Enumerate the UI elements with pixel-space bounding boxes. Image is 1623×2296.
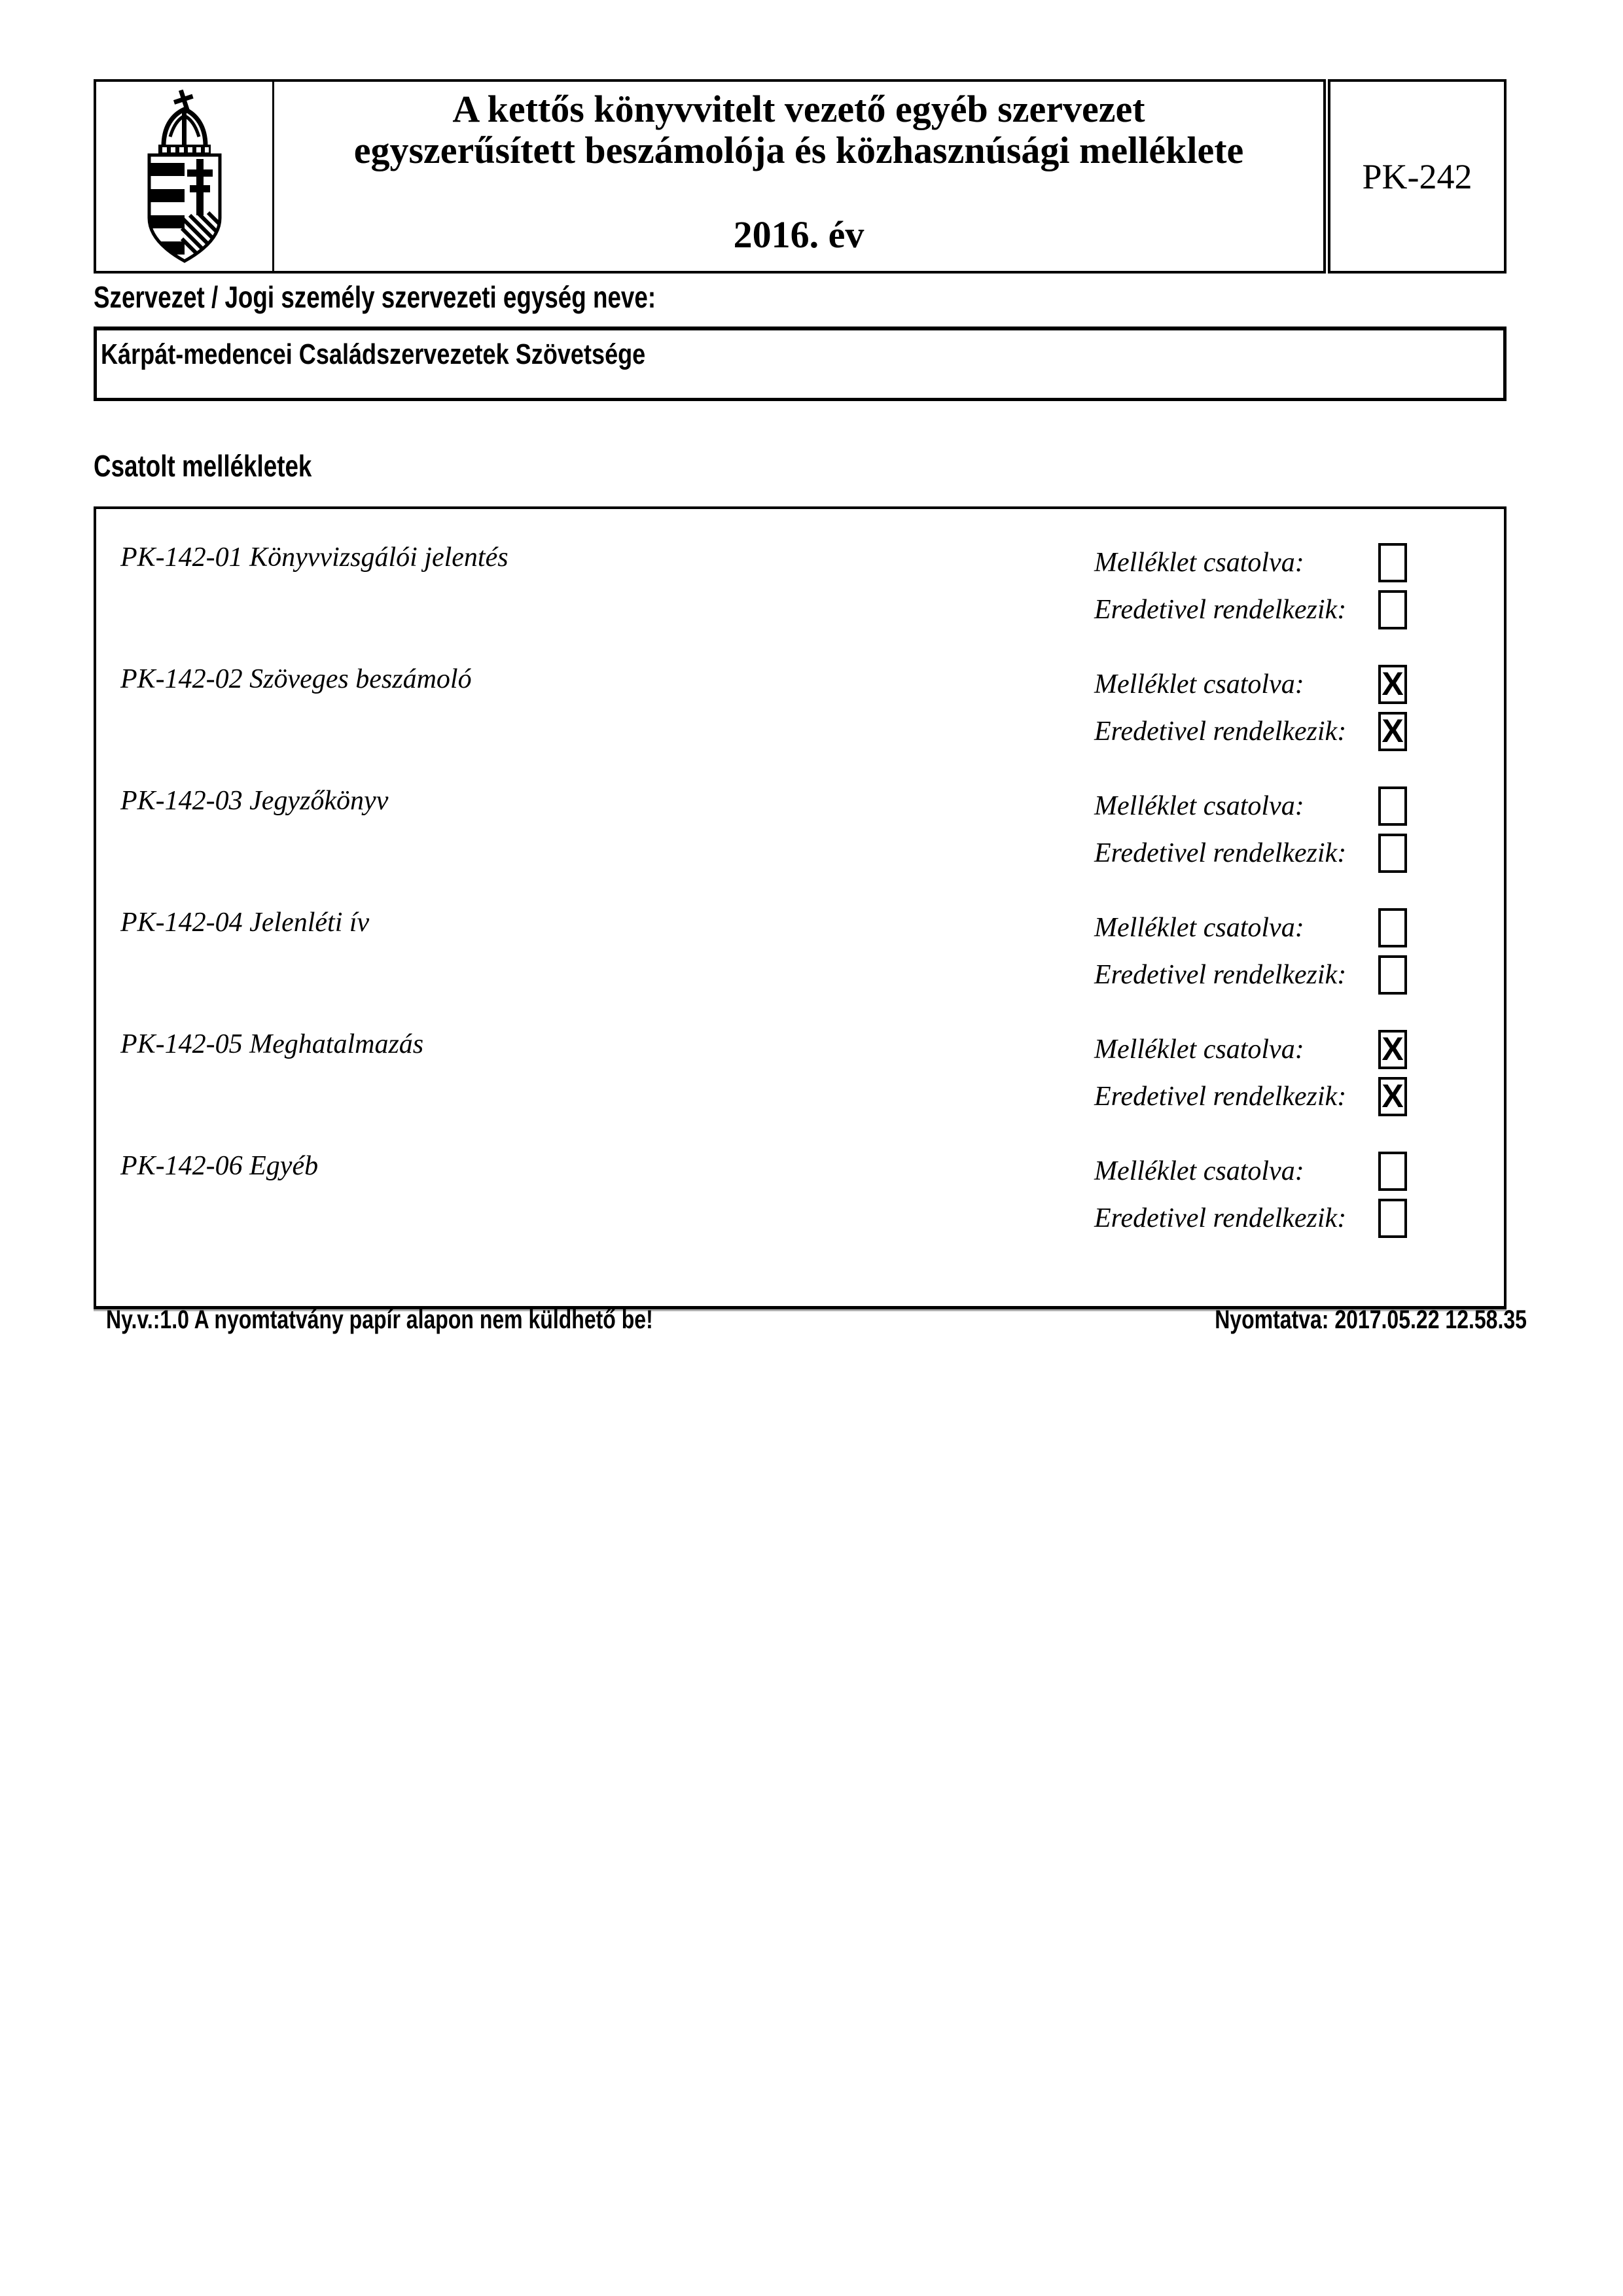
attachment-row [96,786,1504,873]
form-code-box [1328,79,1507,274]
form-title-cell [274,82,1323,271]
attachments-box [94,506,1507,1309]
original-checkbox [1378,834,1407,873]
attached-checkbox-mark: X [1382,665,1404,702]
attached-checkbox [1378,1152,1407,1191]
attachment-item-label: PK-142-03 Jegyzőkönyv [120,786,389,816]
attached-label: Melléklet csatolva: [1094,791,1304,821]
attached-checkbox-mark: X [1382,1031,1404,1067]
form-code: PK-242 [1362,156,1472,196]
attachment-row [96,908,1504,995]
attached-label: Melléklet csatolva: [1094,913,1304,943]
attachments-heading: Csatolt mellékletek [94,449,312,483]
attachment-row [96,1030,1504,1116]
original-label: Eredetivel rendelkezik: [1094,716,1347,747]
original-checkbox [1378,1199,1407,1238]
attachment-item-label: PK-142-02 Szöveges beszámoló [120,664,472,694]
attached-checkbox [1378,1030,1407,1069]
original-checkbox [1378,590,1407,629]
original-checkbox [1378,955,1407,995]
attachment-item-label: PK-142-01 Könyvvizsgálói jelentés [120,542,508,573]
form-title-line2: egyszerűsített beszámolója és közhasznúsági melléklete [353,129,1244,171]
attached-checkbox [1378,908,1407,947]
attachment-item-label: PK-142-06 Egyéb [120,1151,319,1181]
footer-print-timestamp: Nyomtatva: 2017.05.22 12.58.35 [1215,1305,1527,1334]
attached-label: Melléklet csatolva: [1094,1034,1304,1065]
footer-version-note: Ny.v.:1.0 A nyomtatvány papír alapon nem küldhető be! [106,1305,653,1334]
original-label: Eredetivel rendelkezik: [1094,1082,1347,1112]
attachment-item-label: PK-142-05 Meghatalmazás [120,1029,424,1059]
organization-name-field [94,327,1507,401]
attached-label: Melléklet csatolva: [1094,1156,1304,1186]
original-label: Eredetivel rendelkezik: [1094,1203,1347,1233]
hungarian-coat-of-arms-icon [144,90,225,264]
original-label: Eredetivel rendelkezik: [1094,960,1347,990]
form-title [274,88,1323,171]
form-year: 2016. év [733,213,865,256]
attached-label: Melléklet csatolva: [1094,548,1304,578]
attachment-row [96,543,1504,629]
form-title-line1: A kettős könyvvitelt vezető egyéb szervezet [452,88,1145,130]
attached-checkbox [1378,786,1407,826]
attached-checkbox [1378,543,1407,582]
attachment-row [96,665,1504,751]
form-header-box [94,79,1326,274]
original-checkbox [1378,712,1407,751]
organization-name-value: Kárpát-medencei Családszervezetek Szövetsége [101,338,646,370]
original-checkbox-mark: X [1382,713,1404,749]
attached-checkbox [1378,665,1407,704]
original-label: Eredetivel rendelkezik: [1094,595,1347,625]
attachment-item-label: PK-142-04 Jelenléti ív [120,908,370,938]
logo-cell [96,82,274,271]
attached-label: Melléklet csatolva: [1094,669,1304,699]
original-label: Eredetivel rendelkezik: [1094,838,1347,868]
attachment-row [96,1152,1504,1238]
original-checkbox-mark: X [1382,1078,1404,1114]
original-checkbox [1378,1077,1407,1116]
organization-name-label: Szervezet / Jogi személy szervezeti egység neve: [94,280,656,314]
